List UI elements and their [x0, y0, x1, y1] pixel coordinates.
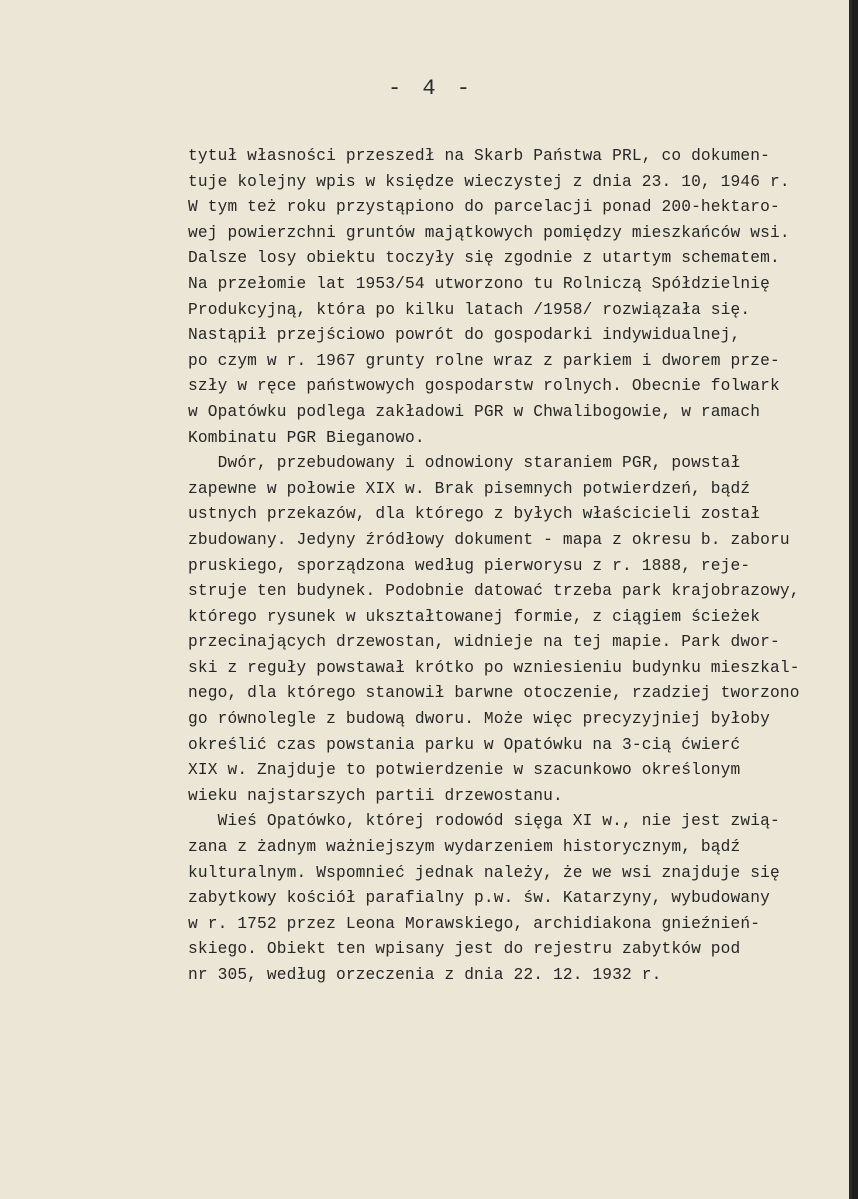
text-line: Na przełomie lat 1953/54 utworzono tu Rolniczą Spółdzielnię — [188, 274, 770, 293]
text-line: Dalsze losy obiektu toczyły się zgodnie z utartym schematem. — [188, 249, 780, 268]
text-line: Wieś Opatówko, której rodowód sięga XI w., nie jest zwią- — [188, 812, 780, 831]
text-line: zapewne w połowie XIX w. Brak pisemnych potwierdzeń, bądź — [188, 479, 751, 498]
text-line: ski z reguły powstawał krótko po wzniesieniu budynku mieszkal- — [188, 658, 800, 677]
text-line: Nastąpił przejściowo powrót do gospodarki indywidualnej, — [188, 326, 741, 345]
paragraph — [188, 809, 838, 988]
text-line: zabytkowy kościół parafialny p.w. św. Katarzyny, wybudowany — [188, 889, 770, 908]
text-line: w Opatówku podlega zakładowi PGR w Chwalibogowie, w ramach — [188, 402, 761, 421]
text-line: nr 305, według orzeczenia z dnia 22. 12. 1932 r. — [188, 966, 662, 984]
text-line: XIX w. Znajduje to potwierdzenie w szacunkowo określonym — [188, 761, 741, 780]
text-line: skiego. Obiekt ten wpisany jest do rejestru zabytków pod — [188, 940, 741, 959]
body-text — [188, 144, 838, 989]
text-line: ustnych przekazów, dla którego z byłych właścicieli został — [188, 505, 761, 524]
text-line: kulturalnym. Wspomnieć jednak należy, że we wsi znajduje się — [188, 863, 780, 882]
text-line: tuje kolejny wpis w księdze wieczystej z dnia 23. 10, 1946 r. — [188, 172, 790, 191]
text-line: zana z żadnym ważniejszym wydarzeniem historycznym, bądź — [188, 838, 741, 857]
text-line: którego rysunek w ukształtowanej formie, z ciągiem ścieżek — [188, 607, 761, 626]
text-line: szły w ręce państwowych gospodarstw rolnych. Obecnie folwark — [188, 377, 780, 396]
text-line: W tym też roku przystąpiono do parcelacji ponad 200-hektaro- — [188, 198, 780, 217]
text-line: wieku najstarszych partii drzewostanu. — [188, 786, 563, 805]
text-line: struje ten budynek. Podobnie datować trzeba park krajobrazowy, — [188, 582, 800, 601]
text-line: Kombinatu PGR Bieganowo. — [188, 428, 425, 447]
text-line: go równolegle z budową dworu. Może więc precyzyjniej byłoby — [188, 710, 770, 729]
text-line: wej powierzchni gruntów majątkowych pomiędzy mieszkańców wsi. — [188, 223, 790, 242]
page-number: - 4 - — [388, 76, 475, 101]
text-line: pruskiego, sporządzona według pierworysu z r. 1888, reje- — [188, 556, 751, 575]
text-line: zbudowany. Jedyny źródłowy dokument - mapa z okresu b. zaboru — [188, 530, 790, 549]
text-line: w r. 1752 przez Leona Morawskiego, archidiakona gnieźnień- — [188, 914, 761, 933]
text-line: tytuł własności przeszedł na Skarb Państwa PRL, co dokumen- — [188, 147, 770, 165]
paragraph — [188, 144, 838, 451]
text-line: określić czas powstania parku w Opatówku na 3-cią ćwierć — [188, 735, 741, 754]
paragraph — [188, 451, 838, 809]
text-line: Produkcyjną, która po kilku latach /1958/ rozwiązała się. — [188, 300, 751, 319]
scanner-edge — [852, 0, 858, 1199]
text-line: Dwór, przebudowany i odnowiony staraniem PGR, powstał — [188, 454, 741, 473]
text-line: po czym w r. 1967 grunty rolne wraz z parkiem i dworem prze- — [188, 351, 780, 370]
text-line: przecinających drzewostan, widnieje na tej mapie. Park dwor- — [188, 633, 780, 652]
text-line: nego, dla którego stanowił barwne otoczenie, rzadziej tworzono — [188, 684, 800, 703]
